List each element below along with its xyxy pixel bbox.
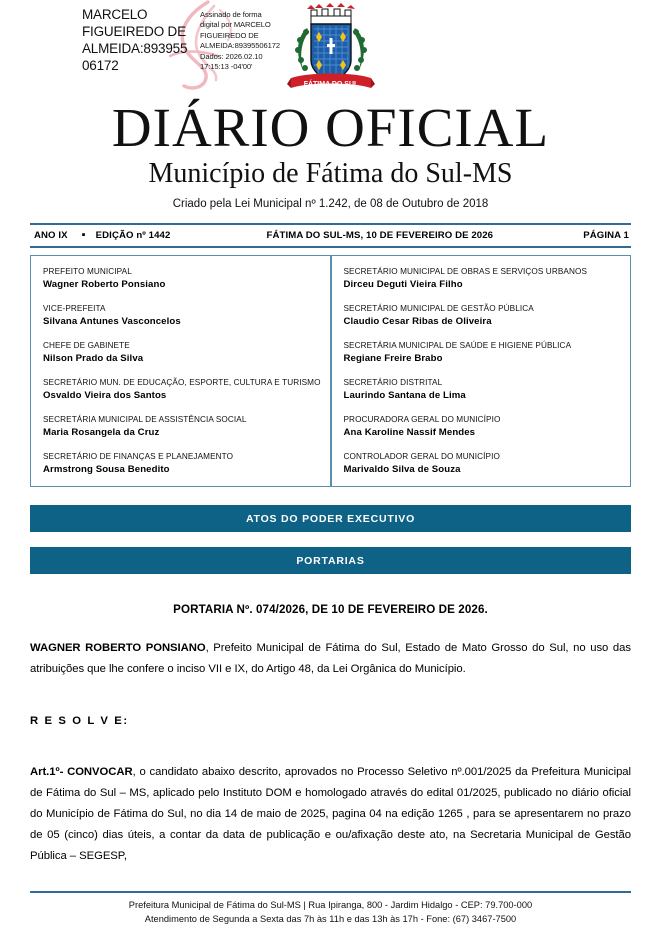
official-name: Nilson Prado da Silva (43, 353, 144, 364)
official-entry (344, 266, 623, 292)
official-name: Ana Karoline Nassif Mendes (343, 427, 476, 438)
infobar-cidade-data: FÁTIMA DO SUL-MS, 10 DE FEVEREIRO DE 2026 (266, 230, 494, 241)
portaria-heading: PORTARIA Nº. 074/2026, DE 10 DE FEVEREIRO DE 2026. (173, 603, 488, 616)
infobar-edicao: EDIÇÃO nº 1442 (95, 230, 171, 241)
official-entry (344, 303, 623, 329)
official-role: SECRETÁRIO MUNICIPAL DE GESTÃO PÚBLICA (343, 304, 534, 313)
preamble-text: , Prefeito Municipal de Fátima do Sul, Estado de Mato Grosso do Sul, no uso das atribuições que lhe confere o inciso VII e IX, do Artigo 48, da Lei Orgânica do Município. (30, 642, 631, 675)
officials-column-left (31, 256, 330, 486)
official-role: SECRETÁRIO MUNICIPAL DE OBRAS E SERVIÇOS URBANOS (343, 267, 587, 276)
preamble-mayor-name: WAGNER ROBERTO PONSIANO (30, 642, 206, 654)
official-name: Dirceu Deguti Vieira Filho (343, 279, 463, 290)
masthead-law-line: Criado pela Lei Municipal nº 1.242, de 08 de Outubro de 2018 (172, 198, 489, 210)
signature-detail-line-6: 17:15:13 -04'00' (200, 62, 253, 72)
official-name: Regiane Freire Brabo (343, 353, 443, 364)
official-name: Armstrong Sousa Benedito (43, 464, 170, 475)
footer-address: Prefeitura Municipal de Fátima do Sul-MS | Rua Ipiranga, 800 - Jardim Hidalgo - CEP: 79.700-000 (128, 900, 533, 910)
official-entry (344, 377, 623, 403)
resolve-label: R E S O L V E: (30, 715, 129, 727)
signature-detail-line-5: Dados: 2026.02.10 (200, 51, 263, 61)
infobar (30, 225, 631, 246)
page-subtitle: Município de Fátima do Sul-MS (148, 158, 513, 189)
signature-detail-line-1: Assinado de forma (200, 10, 262, 19)
article-1-label: Art.1º- CONVOCAR (30, 766, 133, 778)
official-name: Maria Rosangela da Cruz (43, 427, 160, 438)
infobar-pagina: PÁGINA 1 (583, 230, 629, 241)
signature-signer-name: MARCELO FIGUEIREDO DE ALMEIDA:89395506172 (82, 7, 188, 73)
section-banner-portarias: PORTARIAS (30, 547, 631, 574)
footer-rule (30, 891, 631, 893)
official-entry (344, 451, 623, 477)
official-role: SECRETÁRIA MUNICIPAL DE ASSISTÊNCIA SOCIAL (43, 415, 247, 424)
official-entry (43, 303, 322, 329)
masthead-rule-bottom (30, 246, 631, 248)
page-footer (30, 891, 631, 926)
official-role: CONTROLADOR GERAL DO MUNICÍPIO (343, 452, 500, 461)
official-name: Silvana Antunes Vasconcelos (43, 316, 181, 327)
infobar-ano: ANO IX (34, 230, 68, 241)
official-entry (344, 414, 623, 440)
official-entry (43, 451, 322, 477)
page-title: DIÁRIO OFICIAL (111, 97, 550, 158)
official-name: Wagner Roberto Ponsiano (43, 279, 166, 290)
article-1-text: , o candidato abaixo descrito, aprovados no Processo Seletivo nº.001/2025 da Prefeitura Municipal de Fátima do Sul – MS, aplicado pelo Instituto DOM e homologado através do edital 01/2025, publicado no diário oficial do Município de Fátima do Sul, no dia 14 de maio de 2025, pagina 04 na edição 1265 , para se apresentarem no prazo de 05 (cinco) dias úteis, a contar da data de publicação e ou/afixação deste ato, na Secretaria Municipal de Gestão Pública – SEGESP, (30, 766, 631, 862)
signature-detail-line-3: FIGUEIREDO DE (200, 30, 259, 40)
infobar-separator-icon: ▪ (81, 229, 86, 241)
officials-column-right (330, 256, 631, 486)
signature-detail-line-4: ALMEIDA:89395506172 (200, 41, 281, 51)
officials-table (30, 255, 631, 487)
section-banner-atos-do-poder-executivo: ATOS DO PODER EXECUTIVO (30, 505, 631, 532)
official-entry (43, 377, 322, 403)
official-entry (43, 266, 322, 292)
portaria-article-1 (30, 762, 631, 867)
official-role: PROCURADORA GERAL DO MUNICÍPIO (343, 415, 501, 424)
official-role: SECRETÁRIO MUN. DE EDUCAÇÃO, ESPORTE, CULTURA E TURISMO (43, 378, 321, 387)
official-role: SECRETÁRIA MUNICIPAL DE SAÚDE E HIGIENE PÚBLICA (343, 341, 572, 350)
official-entry (43, 414, 322, 440)
official-role: VICE-PREFEITA (43, 304, 106, 313)
portaria-preamble (30, 638, 631, 680)
official-role: CHEFE DE GABINETE (43, 341, 130, 350)
footer-hours-phone: Atendimento de Segunda a Sexta das 7h às 11h e das 13h às 17h - Fone: (67) 3467-7500 (144, 914, 517, 924)
official-role: SECRETÁRIO DE FINANÇAS E PLANEJAMENTO (43, 452, 234, 461)
official-entry (344, 340, 623, 366)
official-name: Laurindo Santana de Lima (343, 390, 466, 401)
official-name: Claudio Cesar Ribas de Oliveira (343, 316, 492, 327)
official-name: Osvaldo Vieira dos Santos (43, 390, 167, 401)
official-role: SECRETÁRIO DISTRITAL (343, 378, 443, 387)
official-entry (43, 340, 322, 366)
signature-detail-line-2: digital por MARCELO (200, 20, 271, 30)
official-role: PREFEITO MUNICIPAL (43, 267, 132, 276)
crest-ribbon-text: FÁTIMA DO SUL (303, 81, 358, 88)
header-signature-row (30, 0, 631, 96)
official-name: Marivaldo Silva de Souza (343, 464, 461, 475)
coat-of-arms-icon (285, 2, 377, 96)
